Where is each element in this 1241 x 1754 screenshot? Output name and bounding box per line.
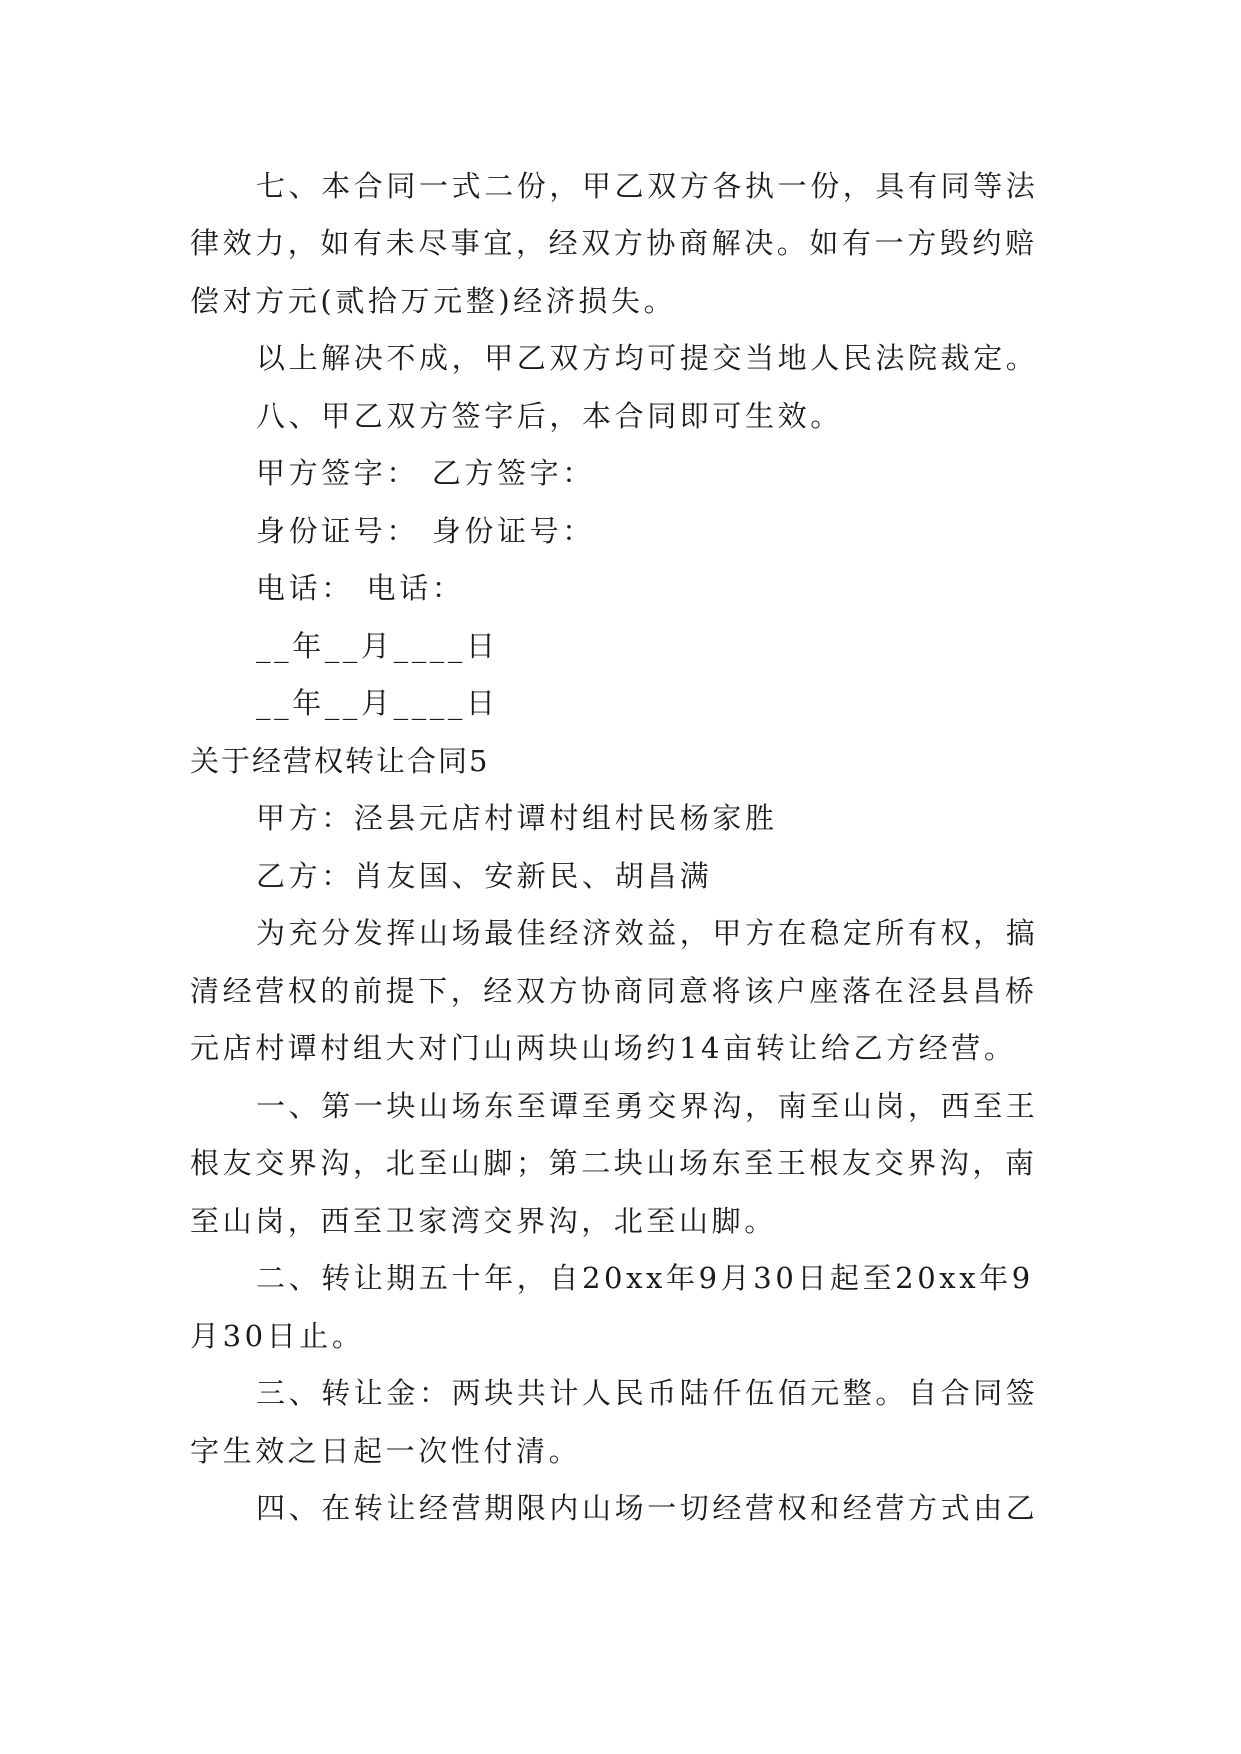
date-line: __年__月____日	[256, 686, 499, 720]
paragraph-line: 三、转让金：两块共计人民币陆仟伍佰元整。自合同签	[256, 1376, 1039, 1410]
paragraph-line: 偿对方元(贰拾万元整)经济损失。	[190, 284, 677, 318]
signature-line: 甲方签字： 乙方签字：	[256, 456, 595, 490]
phone-line: 电话： 电话：	[256, 571, 465, 605]
paragraph-line: 二、转让期五十年，自20xx年9月30日起至20xx年9	[256, 1261, 1034, 1295]
paragraph-line: 律效力，如有未尽事宜，经双方协商解决。如有一方毁约赔	[190, 226, 1038, 260]
paragraph-line: 元店村谭村组大对门山两块山场约14亩转让给乙方经营。	[190, 1031, 1017, 1065]
paragraph-line: 四、在转让经营期限内山场一切经营权和经营方式由乙	[256, 1491, 1039, 1525]
paragraph-line: 字生效之日起一次性付清。	[190, 1434, 582, 1468]
paragraph-line: 一、第一块山场东至谭至勇交界沟，南至山岗，西至王	[256, 1089, 1039, 1123]
paragraph-line: 月30日止。	[190, 1319, 365, 1353]
party-b-line: 乙方：肖友国、安新民、胡昌满	[256, 859, 713, 893]
party-a-line: 甲方：泾县元店村谭村组村民杨家胜	[256, 801, 778, 835]
section-title: 关于经营权转让合同5	[190, 744, 490, 778]
paragraph-line: 清经营权的前提下，经双方协商同意将该户座落在泾县昌桥	[190, 974, 1038, 1008]
paragraph-line: 至山岗，西至卫家湾交界沟，北至山脚。	[190, 1204, 777, 1238]
paragraph-line: 七、本合同一式二份，甲乙双方各执一份，具有同等法	[256, 169, 1039, 203]
id-number-line: 身份证号： 身份证号：	[256, 514, 595, 548]
date-line: __年__月____日	[256, 629, 499, 663]
paragraph-line: 根友交界沟，北至山脚；第二块山场东至王根友交界沟，南	[190, 1146, 1038, 1180]
paragraph-line: 八、甲乙双方签字后，本合同即可生效。	[256, 399, 843, 433]
paragraph-line: 以上解决不成，甲乙双方均可提交当地人民法院裁定。	[256, 341, 1039, 375]
paragraph-line: 为充分发挥山场最佳经济效益，甲方在稳定所有权，搞	[256, 916, 1039, 950]
